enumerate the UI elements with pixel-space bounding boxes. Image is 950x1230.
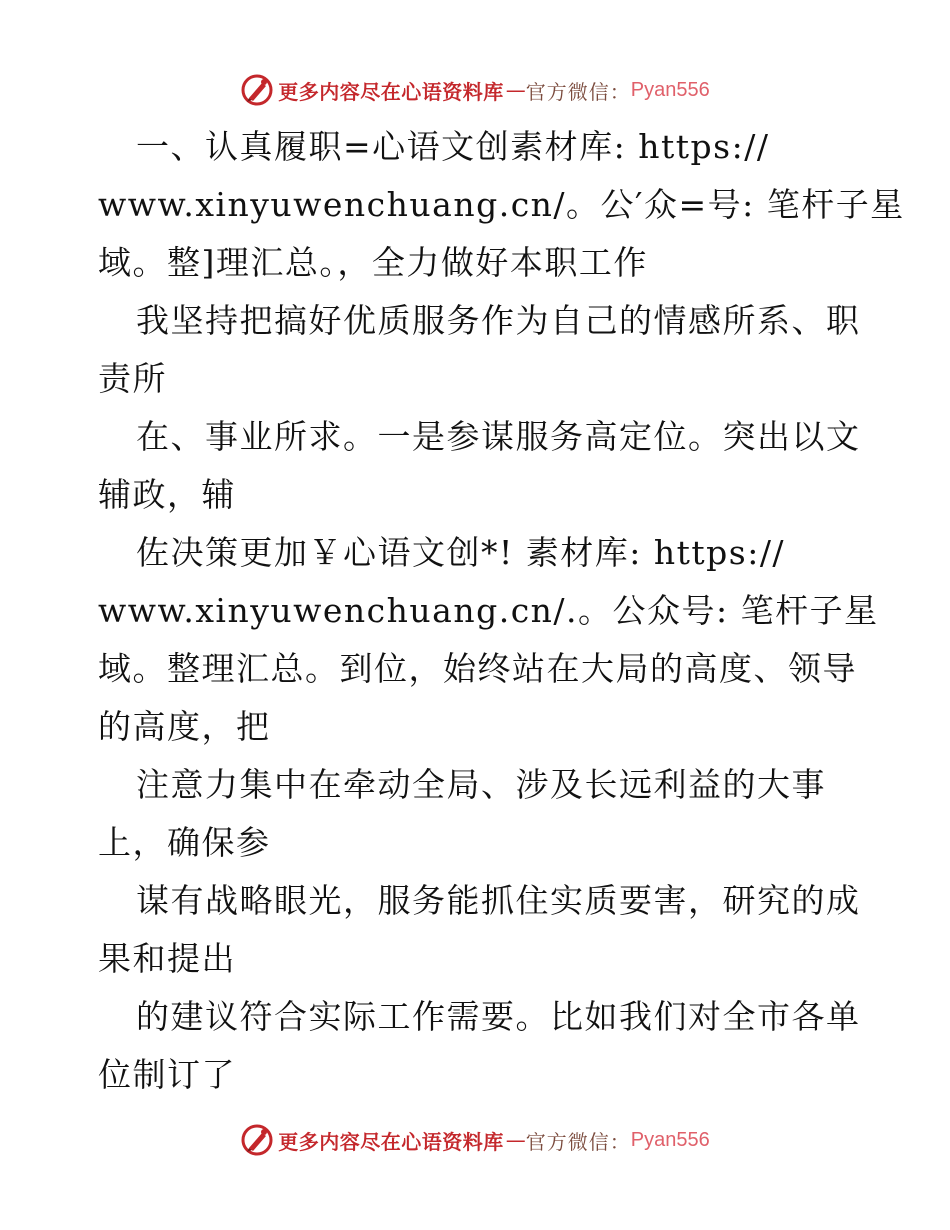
text-line: 在、事业所求。一是参谋服务高定位。突出以文 — [136, 417, 861, 456]
text-line: 的高度，把 — [98, 707, 271, 746]
text-line: www.xinyuwenchuang.cn/.。公众号: 笔杆子星 — [98, 591, 879, 630]
text-line: 我坚持把搞好优质服务作为自己的情感所系、职 — [136, 301, 861, 340]
text-line: 上，确保参 — [98, 823, 271, 862]
pen-logo-icon — [240, 73, 274, 107]
text-line: 的建议符合实际工作需要。比如我们对全市各单 — [136, 997, 861, 1036]
banner-wechat-label: 官方微信： — [525, 1129, 631, 1154]
text-line: 域。整理汇总。到位，始终站在大局的高度、领导 — [98, 649, 857, 688]
text-line: 谋有战略眼光，服务能抓住实质要害，研究的成 — [136, 881, 861, 920]
banner-dash: — — [505, 78, 524, 102]
footer-banner — [0, 1120, 950, 1160]
text-line: 果和提出 — [98, 939, 236, 978]
text-line: 一、认真履职=心语文创素材库: https:// — [136, 127, 770, 166]
document-body — [98, 118, 905, 1104]
banner-wechat-id: Pyan556 — [630, 1128, 710, 1151]
text-line: 位制订了 — [98, 1055, 236, 1094]
banner-title: 更多内容尽在心语资料库 — [278, 79, 504, 104]
text-line: 注意力集中在牵动全局、涉及长远利益的大事 — [136, 765, 826, 804]
banner-wechat-id: Pyan556 — [630, 78, 710, 101]
header-banner — [0, 70, 950, 110]
banner-dash: — — [505, 1128, 524, 1152]
text-line: 辅政，辅 — [98, 475, 236, 514]
banner-title: 更多内容尽在心语资料库 — [278, 1129, 504, 1154]
text-line: 佐决策更加￥心语文创*! 素材库: https:// — [136, 533, 786, 572]
text-line: 责所 — [98, 359, 167, 398]
text-line: 域。整]理汇总。，全力做好本职工作 — [98, 243, 648, 282]
text-line: www.xinyuwenchuang.cn/。公′众=号: 笔杆子星 — [98, 185, 905, 224]
banner-wechat-label: 官方微信： — [525, 79, 631, 104]
pen-logo-icon — [240, 1123, 274, 1157]
